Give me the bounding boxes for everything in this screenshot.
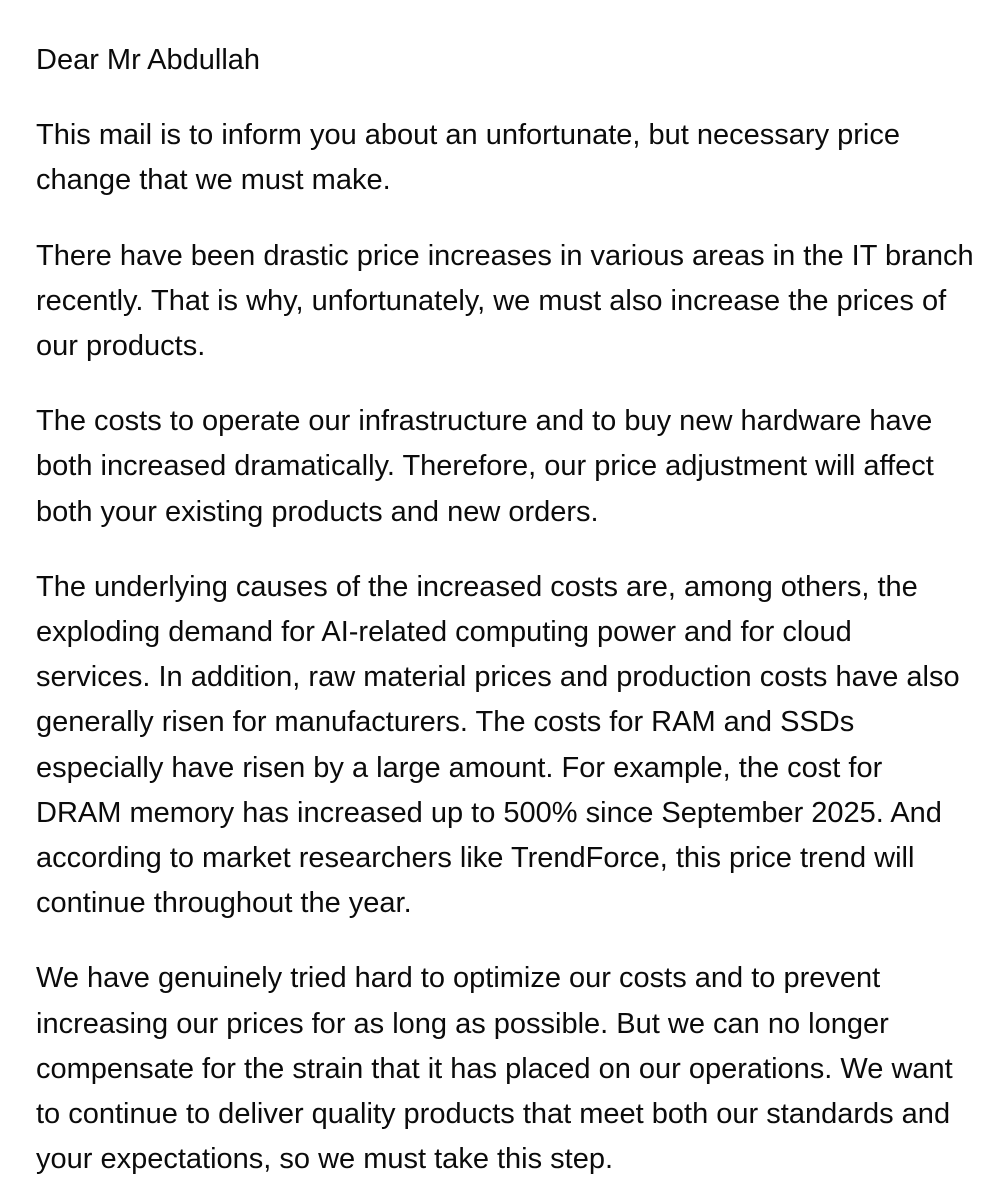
paragraph-costs: The costs to operate our infrastructure and to buy new hardware have both increased dramatically. Therefore, our price adjustment will affect both your existing products and new orders.: [36, 405, 934, 528]
paragraph-optimization: We have genuinely tried hard to optimize our costs and to prevent increasing our prices for as long as possible. But we can no longer compensate for the strain that it has placed on our operations. We want to continue to deliver quality products that meet both our standards and your expectations, so we must take this step.: [36, 962, 953, 1176]
salutation: Dear Mr Abdullah: [36, 44, 261, 76]
paragraph-intro: This mail is to inform you about an unfortunate, but necessary price change that we must make.: [36, 119, 900, 197]
paragraph-causes: The underlying causes of the increased costs are, among others, the exploding demand for AI-related computing power and for cloud services. In addition, raw material prices and production costs have also generally risen for manufacturers. The costs for RAM and SSDs especially have risen by a large amount. For example, the cost for DRAM memory has increased up to 500% since September 2025. And according to market researchers like TrendForce, this price trend will continue throughout the year.: [36, 570, 960, 920]
paragraph-price-increases: There have been drastic price increases in various areas in the IT branch recently. That is why, unfortunately, we must also increase the prices of our products.: [36, 239, 974, 363]
